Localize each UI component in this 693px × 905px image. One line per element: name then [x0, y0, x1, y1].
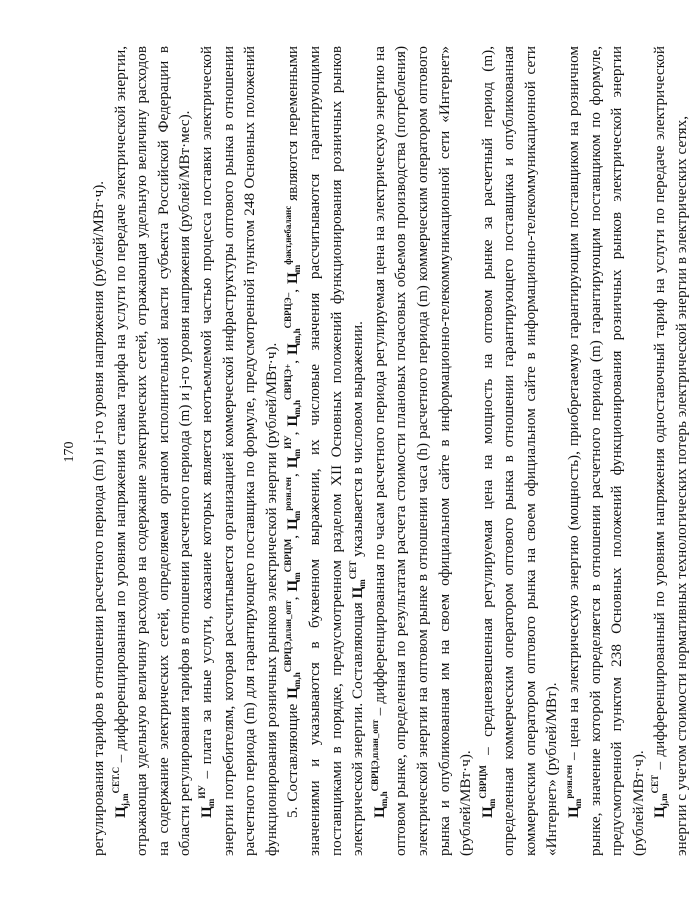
text-run: – дифференцированный по уровням напряжения одноставочный тариф на услуги по передаче электрической энергии с учетом стоимости нормативных технологических потерь электрической энергии в электрических сетях, [651, 46, 691, 856]
symbol-subscript: m [292, 448, 303, 457]
symbol-subscript: m [292, 264, 303, 273]
text-run: , [284, 354, 302, 364]
symbol-superscript: СВРЦМ [283, 538, 294, 573]
symbol-subscript: j,m [119, 793, 130, 807]
symbol-superscript: СВРЦМ [477, 765, 488, 799]
paragraph [282, 46, 368, 856]
symbol-base: Ц [111, 806, 129, 818]
paragraph [477, 46, 563, 856]
symbol-superscript: СВРЦЭ,план_опт [369, 719, 380, 792]
symbol-subscript: m [486, 798, 497, 807]
body-text [88, 32, 693, 872]
text-run: , [284, 468, 302, 477]
symbol-subscript: m [292, 510, 303, 519]
symbol-superscript: СВРЦЭ,план_опт [283, 600, 294, 673]
symbol-base: Ц [197, 806, 215, 818]
formula-symbol [479, 765, 496, 818]
symbol-superscript: розн.ген [283, 477, 294, 511]
paragraph [196, 46, 282, 856]
text-run: , [284, 284, 302, 293]
symbol-superscript: ИУ [283, 435, 294, 449]
paragraph [369, 46, 477, 856]
text-run: регулирования тарифов в отношении расчетного периода (m) и j-го уровня напряжения (рублей/МВт·ч). [90, 180, 107, 856]
formula-symbol [284, 206, 301, 284]
paragraph [563, 46, 649, 856]
symbol-superscript: ИУ [196, 785, 207, 799]
text-run: – дифференцированная по уровням напряжения ставка тарифа на услуги по передаче электрической энергии, отражающая удельную величину расходов на содержание электрических сетей, отражающая удельную величину расходов на содержание электрических сетей, определяемая органом исполнительной власти субъекта Российской Федерации в области регулирования тарифов в отношении расчетного периода (m) и j-го уровня напряжения (рублей/МВт·мес). [111, 46, 194, 856]
symbol-superscript: СВРЦЭ+ [283, 363, 294, 400]
formula-symbol [284, 435, 301, 468]
text-run: являются переменными значениями и указываются в буквенном выражении, их числовые значения рассчитываются гарантирующими поставщиками в порядке, предусмотренном разделом XII Основных положений функционирования розничных рынков электрической энергии. Составляющая [284, 45, 367, 856]
formula-symbol [565, 765, 582, 818]
symbol-base: Ц [284, 456, 302, 469]
symbol-subscript: m [573, 798, 584, 807]
symbol-subscript: m [292, 572, 303, 580]
symbol-superscript: СВРЦЭ– [283, 292, 294, 329]
text-run: , [284, 426, 302, 436]
symbol-superscript: СЕТ [348, 560, 359, 580]
symbol-superscript: CET.C [110, 766, 121, 794]
symbol-base: Ц [284, 687, 302, 699]
formula-symbol [198, 785, 215, 818]
symbol-base: Ц [284, 518, 302, 531]
symbol-base: Ц [349, 586, 367, 599]
paragraph [88, 46, 110, 856]
symbol-subscript: m,h [378, 791, 389, 807]
text-run: – дифференцированная по часам расчетного периода регулируемая цена на электрическую энергию на оптовом рынке, определенная по результатам расчета стоимости плановых почасовых объемов производства (потребления) электрической энергии на оптовом рынке в отношении часа (h) расчетного периода (m) коммерческим оператором оптового рынка и опубликованная им на своем официальном сайте в информационно-телекоммуникационной сети «Интернет» (рублей/МВт·ч). [370, 46, 475, 856]
symbol-subscript: m,h [292, 672, 303, 688]
symbol-subscript: m [357, 579, 368, 587]
text-run: , [284, 530, 302, 539]
formula-symbol [651, 775, 668, 818]
symbol-base: Ц [651, 806, 669, 818]
symbol-subscript: m,h [292, 399, 303, 415]
formula-symbol [284, 539, 301, 592]
symbol-subscript: j,m [659, 793, 670, 807]
symbol-base: Ц [284, 414, 302, 427]
symbol-subscript: m [205, 798, 216, 807]
formula-symbol [349, 561, 366, 599]
paragraph [110, 46, 196, 856]
symbol-base: Ц [284, 272, 302, 285]
formula-symbol [284, 364, 301, 427]
formula-symbol [284, 477, 301, 530]
text-run: указывается в числовом выражении. [349, 321, 367, 561]
symbol-superscript: факт,небаланс [283, 205, 294, 265]
symbol-superscript: СЕТ [650, 774, 661, 794]
rotated-content [60, 32, 691, 872]
symbol-base: Ц [565, 806, 583, 818]
symbol-base: Ц [284, 579, 302, 592]
formula-symbol [112, 767, 129, 818]
text-run: 5. Составляющие [284, 698, 302, 818]
paragraph [649, 46, 692, 856]
text-run: , [284, 591, 302, 601]
formula-symbol [284, 293, 301, 355]
text-run: – средневзвешенная регулируемая цена на мощность на оптовом рынке за расчетный период (m), определенная коммерческим оператором оптового рынка в отношении гарантирующего поставщика и опубликованная коммерческим оператором оптового рынка на своем официальном сайте в информационно-телекоммуникационной сети «Интернет» (рублей/МВт). [478, 46, 561, 856]
text-run: – плата за иные услуги, оказание которых является неотъемлемой частью процесса поставки электрической энергии потребителям, которая рассчитывается организацией коммерческой инфраструктуры оптового рынка в отношении расчетного периода (m) для гарантирующего поставщика по формуле, предусмотренной пунктом 248 Основных положений функционирования розничных рынков электрической энергии (рублей/МВт·ч). [197, 46, 280, 856]
symbol-subscript: m,h [292, 328, 303, 344]
text-run: – цена на электрическую энергию (мощность), приобретаемую гарантирующим поставщиком на розничном рынке, значение которой определяется в отношении расчетного периода (m) гарантирующим поставщиком по формуле, предусмотренной пунктом 238 Основных положений функционирования розничных рынков электрической энергии (рублей/МВт·ч). [565, 46, 647, 856]
symbol-base: Ц [284, 343, 302, 355]
symbol-base: Ц [370, 806, 388, 818]
formula-symbol [371, 720, 388, 818]
formula-symbol [284, 600, 301, 698]
symbol-superscript: розн.ген [564, 764, 575, 799]
symbol-base: Ц [478, 806, 496, 818]
page-number: 170 [62, 441, 77, 463]
